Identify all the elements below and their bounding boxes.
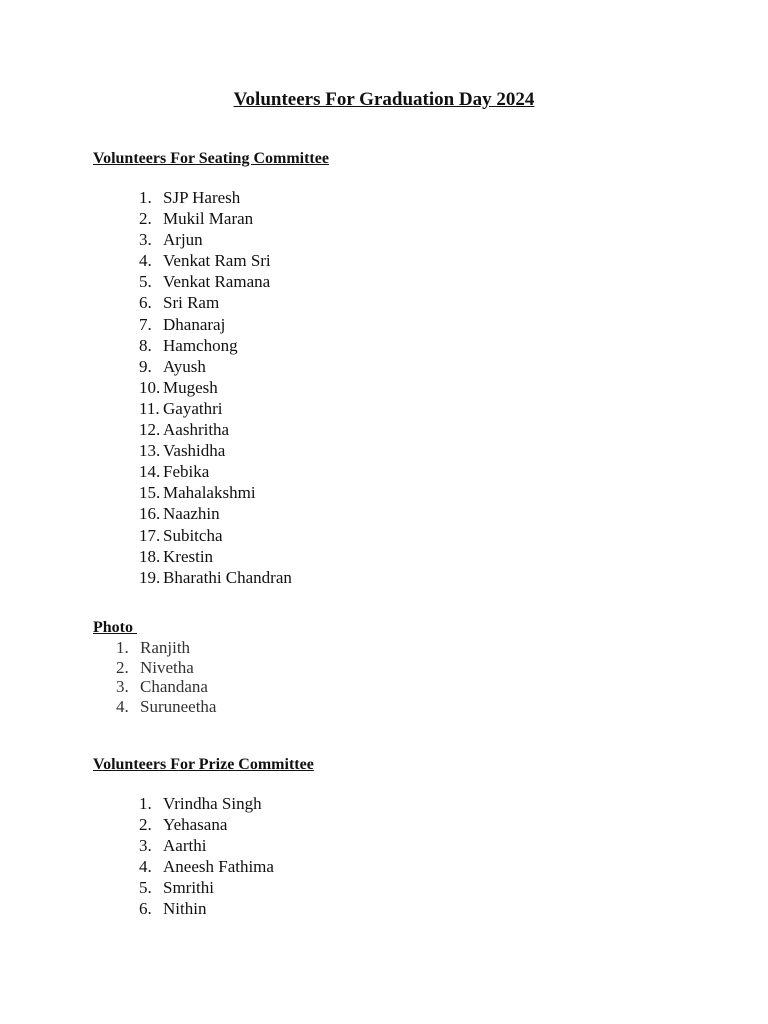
list-item-number: 3. (116, 677, 129, 696)
list-item-name: Subitcha (163, 525, 223, 545)
list-item-number: 11. (139, 398, 160, 418)
list-item-number: 2. (139, 209, 152, 229)
prize-committee-heading: Volunteers For Prize Committee (93, 756, 314, 773)
list-item-number: 17. (139, 525, 161, 545)
list-item-name: Naazhin (163, 504, 220, 524)
list-item-number: 1. (116, 638, 129, 657)
list-item-name: Vashidha (163, 441, 226, 461)
list-item-number: 8. (139, 335, 152, 355)
list-item-number: 1. (139, 794, 152, 813)
list-item-number: 4. (139, 857, 152, 877)
list-item-number: 3. (139, 230, 152, 250)
list-item-name: Chandana (140, 677, 208, 696)
list-item-number: 5. (139, 878, 152, 898)
list-item-name: Yehasana (163, 815, 228, 835)
list-item-name: Venkat Ramana (163, 272, 271, 292)
list-item-name: Sri Ram (163, 293, 220, 313)
list-item-number: 10. (139, 377, 161, 397)
list-item-number: 7. (139, 314, 152, 334)
list-item-name: Venkat Ram Sri (163, 251, 271, 271)
list-item-name: Gayathri (163, 398, 223, 418)
list-item-name: Vrindha Singh (163, 794, 262, 813)
list-item-name: Suruneetha (140, 696, 217, 716)
list-item-name: Mukil Maran (163, 209, 254, 229)
seating-committee-heading: Volunteers For Seating Committee (93, 150, 329, 167)
list-item-number: 6. (139, 293, 152, 313)
list-item-number: 18. (139, 546, 161, 566)
list-item-name: Nivetha (140, 657, 194, 677)
list-item-number: 2. (139, 815, 152, 835)
list-item-number: 15. (139, 483, 161, 503)
list-item-number: 14. (139, 462, 161, 482)
list-item-number: 1. (139, 188, 152, 207)
list-item-name: Mahalakshmi (163, 483, 256, 503)
list-item-number: 4. (139, 251, 152, 271)
list-item-number: 19. (139, 567, 161, 587)
list-item-number: 3. (139, 836, 152, 856)
list-item-name: Ranjith (140, 638, 191, 657)
list-item-name: Aashritha (163, 420, 230, 440)
list-item-name: Arjun (163, 230, 203, 250)
list-item-name: Ayush (163, 356, 206, 376)
list-item-name: Hamchong (163, 335, 238, 355)
list-item-number: 4. (116, 696, 129, 716)
list-item-name: Nithin (163, 899, 207, 919)
list-item-name: Febika (163, 462, 210, 482)
list-item-name: Krestin (163, 546, 214, 566)
list-item-number: 2. (116, 657, 129, 677)
list-item-name: Aneesh Fathima (163, 857, 274, 877)
list-item-name: Bharathi Chandran (163, 567, 292, 587)
list-item-name: Mugesh (163, 377, 218, 397)
list-item-number: 13. (139, 441, 161, 461)
list-item-number: 5. (139, 272, 152, 292)
list-item-number: 9. (139, 356, 152, 376)
list-item-number: 12. (139, 420, 161, 440)
list-item-name: SJP Haresh (163, 188, 241, 207)
list-item-name: Smrithi (163, 878, 215, 898)
list-item-number: 6. (139, 899, 152, 919)
list-item-number: 16. (139, 504, 161, 524)
list-item-name: Dhanaraj (163, 314, 226, 334)
list-item-name: Aarthi (163, 836, 207, 856)
document-title: Volunteers For Graduation Day 2024 (233, 89, 535, 110)
photo-heading: Photo (93, 619, 137, 636)
